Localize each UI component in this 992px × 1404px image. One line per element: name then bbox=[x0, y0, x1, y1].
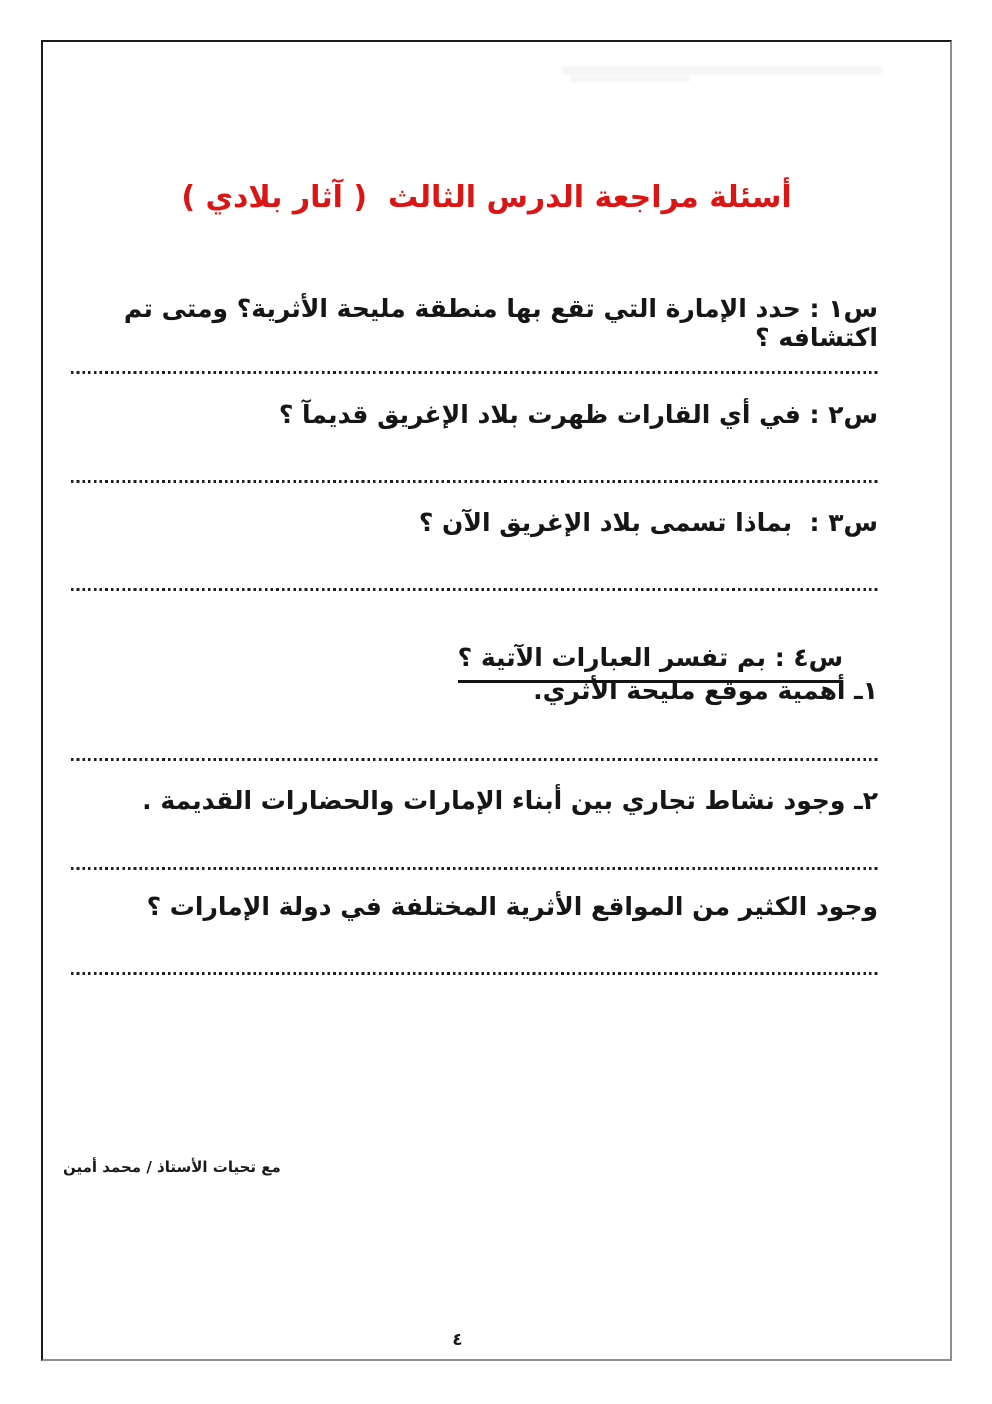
answer-line-5 bbox=[71, 867, 878, 870]
question-3-text: س٣ : بماذا تسمى بلاد الإغريق الآن ؟ bbox=[418, 508, 878, 537]
answer-line-1 bbox=[71, 371, 878, 374]
teacher-signature-note: مع تحيات الأستاذ / محمد أمين bbox=[63, 1158, 281, 1176]
page-border-frame bbox=[41, 40, 952, 1361]
worksheet-title: أسئلة مراجعة الدرس الثالث ( آثار بلادي ) bbox=[181, 180, 792, 215]
page-number: ٤ bbox=[452, 1330, 463, 1350]
answer-line-6 bbox=[71, 972, 878, 975]
question-4-item-2-text: ٢ـ وجود نشاط تجاري بين أبناء الإمارات والحضارات القديمة . bbox=[142, 786, 878, 815]
answer-line-3 bbox=[71, 588, 878, 591]
question-4-header-text: س٤ : بم تفسر العبارات الآتية ؟ bbox=[458, 643, 844, 683]
faint-text-artifact bbox=[570, 76, 690, 82]
question-4-item-1-text: ١ـ أهمية موقع مليحة الأثري. bbox=[533, 676, 878, 705]
faint-text-artifact bbox=[562, 66, 882, 75]
question-1-text: س١ : حدد الإمارة التي تقع بها منطقة مليحة الأثرية؟ ومتى تم اكتشافه ؟ bbox=[115, 294, 878, 352]
answer-line-2 bbox=[71, 480, 878, 483]
question-4-item-3-text: وجود الكثير من المواقع الأثرية المختلفة في دولة الإمارات ؟ bbox=[146, 892, 878, 921]
answer-line-4 bbox=[71, 758, 878, 761]
question-2-text: س٢ : في أي القارات ظهرت بلاد الإغريق قديمآ ؟ bbox=[278, 400, 878, 429]
